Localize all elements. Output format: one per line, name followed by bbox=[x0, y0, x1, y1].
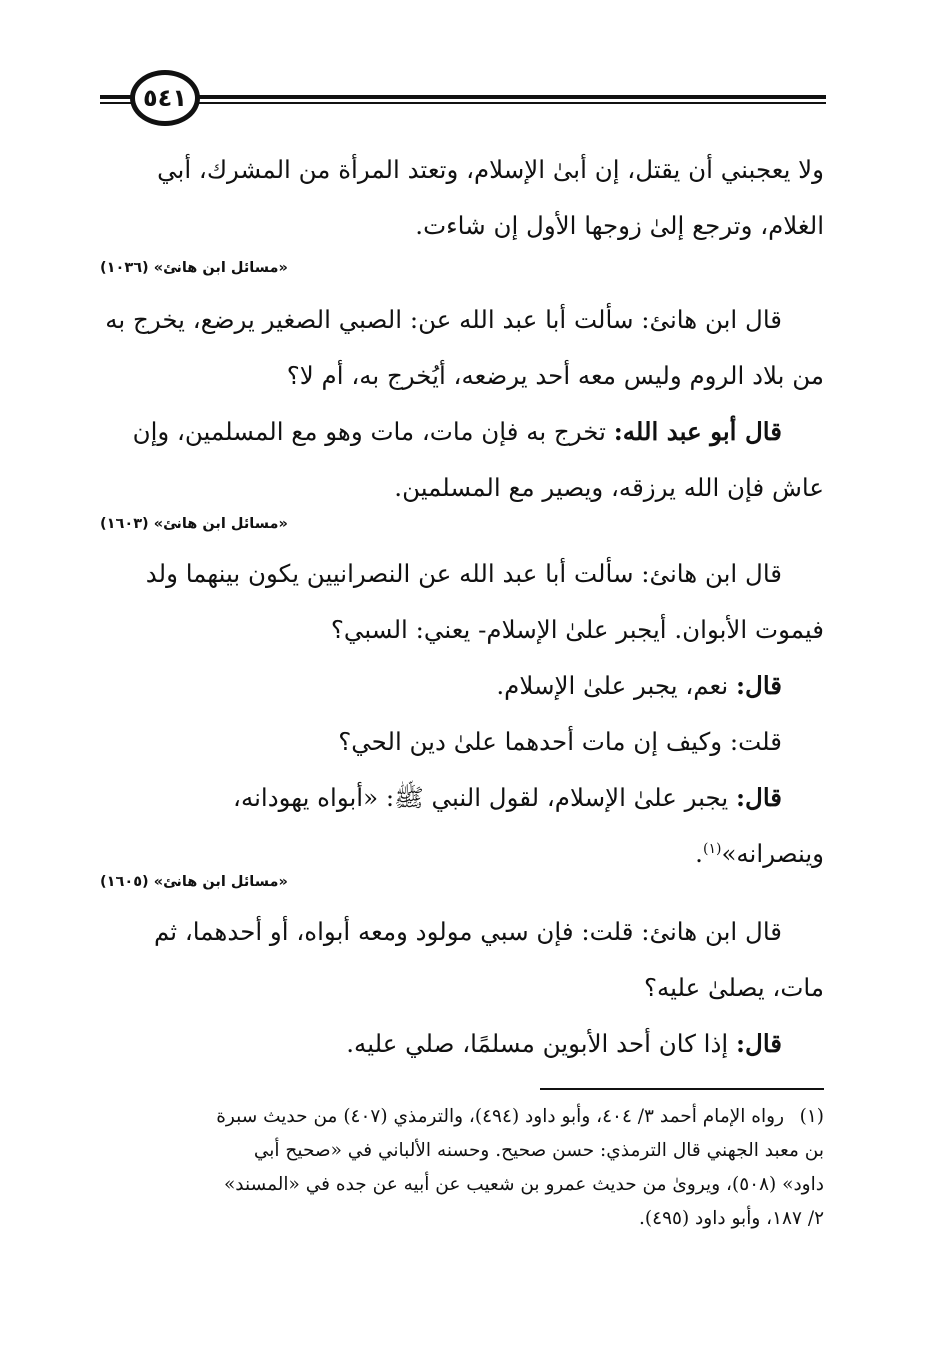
answer-label: قال أبو عبد الله: bbox=[613, 417, 782, 446]
source-citation: «مسائل ابن هانئ» (١٦٠٣) bbox=[100, 516, 288, 532]
answer-line bbox=[100, 1016, 824, 1072]
source-citation: «مسائل ابن هانئ» (١٦٠٥) bbox=[100, 874, 288, 890]
answer-label: قال: bbox=[735, 1029, 782, 1058]
answer-text: إذا كان أحد الأبوين مسلمًا، صلي عليه. bbox=[346, 1029, 736, 1058]
question-line: قال ابن هانئ: قلت: فإن سبي مولود ومعه أبواه، أو أحدهما، ثم bbox=[153, 917, 782, 946]
answer-label: قال: bbox=[735, 671, 782, 700]
footnote bbox=[100, 1100, 824, 1236]
answer-text: يجبر علىٰ الإسلام، لقول النبي ﷺ: «أبواه يهودانه، bbox=[233, 783, 736, 812]
footnote-number: (١) bbox=[799, 1106, 824, 1127]
footnote-separator bbox=[540, 1088, 824, 1090]
question-line: قلت: وكيف إن مات أحدهما علىٰ دين الحي؟ bbox=[338, 727, 782, 756]
footnote-line: بن معبد الجهني قال الترمذي: حسن صحيح. وحسنه الألباني في «صحيح أبي bbox=[253, 1140, 824, 1161]
footnote-line bbox=[100, 1100, 824, 1134]
text-line: ولا يعجبني أن يقتل، إن أبىٰ الإسلام، وتعتد المرأة من المشرك، أبي bbox=[157, 155, 824, 184]
source-citation: «مسائل ابن هانئ» (١٠٣٦) bbox=[100, 260, 288, 276]
question-line: فيموت الأبوان. أيجبر علىٰ الإسلام- يعني: السبي؟ bbox=[330, 615, 824, 644]
question-line: مات، يصلىٰ عليه؟ bbox=[644, 973, 824, 1002]
question-line: من بلاد الروم وليس معه أحد يرضعه، أيُخرج به، أم لا؟ bbox=[286, 361, 824, 390]
text-line: الغلام، وترجع إلىٰ زوجها الأول إن شاءت. bbox=[415, 211, 824, 240]
answer-text: نعم، يجبر علىٰ الإسلام. bbox=[496, 671, 736, 700]
answer-text: . bbox=[695, 839, 703, 868]
footnote-line: داود» (٥٠٨)، ويروىٰ من حديث عمرو بن شعيب عن أبيه عن جده في «المسند» bbox=[223, 1174, 824, 1195]
paragraph-continuation bbox=[100, 142, 824, 254]
answer-label: قال: bbox=[735, 783, 782, 812]
question-line: قال ابن هانئ: سألت أبا عبد الله عن: الصبي الصغير يرضع، يخرج به bbox=[105, 305, 782, 334]
footnote-marker: (١) bbox=[702, 840, 722, 857]
footnote-text: رواه الإمام أحمد ٣/ ٤٠٤، وأبو داود (٤٩٤)، والترمذي (٤٠٧) من حديث سبرة bbox=[216, 1106, 784, 1127]
header-rule-thick bbox=[100, 95, 826, 99]
answer-line bbox=[100, 404, 824, 460]
answer-text: تخرج به فإن مات، مات وهو مع المسلمين، وإن bbox=[132, 417, 614, 446]
page-number: ٥٤١ bbox=[130, 70, 200, 126]
question-answer-block bbox=[100, 546, 824, 882]
answer-line: عاش فإن الله يرزقه، ويصير مع المسلمين. bbox=[394, 473, 824, 502]
question-answer-block bbox=[100, 904, 824, 1072]
answer-line bbox=[100, 658, 824, 714]
question-line: قال ابن هانئ: سألت أبا عبد الله عن النصرانيين يكون بينهما ولد bbox=[145, 559, 782, 588]
question-answer-block bbox=[100, 292, 824, 516]
header-rule-thin bbox=[100, 102, 826, 104]
header-rule bbox=[100, 93, 826, 105]
answer-line bbox=[100, 770, 824, 826]
footnote-line: ٢/ ١٨٧، وأبو داود (٤٩٥). bbox=[639, 1208, 824, 1229]
answer-text: وينصرانه» bbox=[721, 839, 824, 868]
